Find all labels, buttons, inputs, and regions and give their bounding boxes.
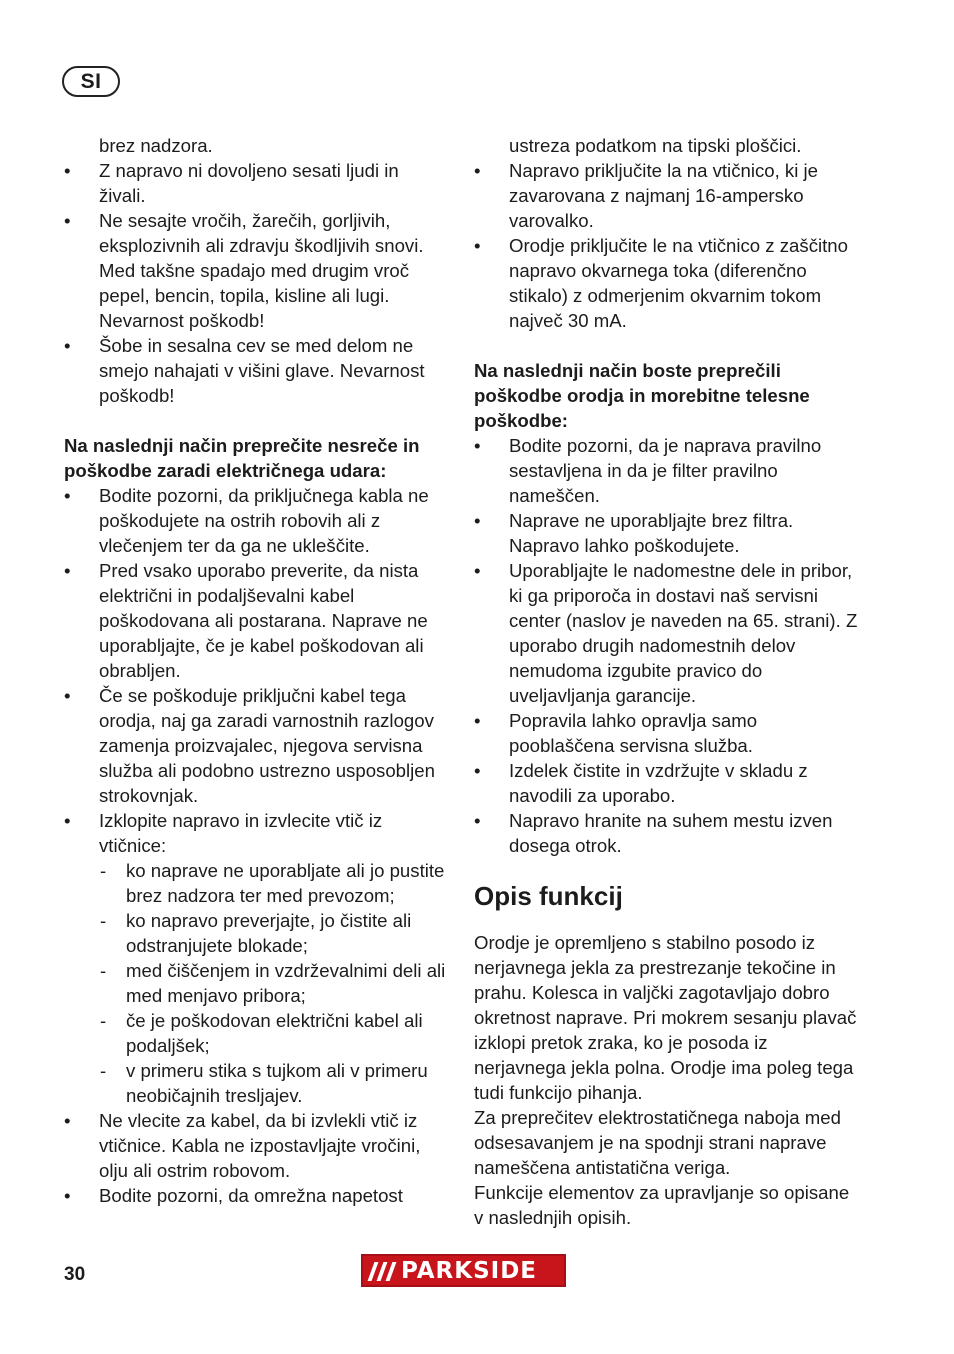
list-item-text: Bodite pozorni, da omrežna napetost <box>99 1185 403 1206</box>
sub-list-item <box>64 908 446 958</box>
bullet-marker: • <box>64 485 71 506</box>
section-heading: Na naslednji način boste preprečili poškodbe orodja in morebitne telesne poškodbe: <box>474 360 810 431</box>
logo-stripes-icon <box>363 1256 401 1285</box>
list-item-text: Pred vsako uporabo preverite, da nista električni in podaljševalni kabel poškodovana ali postarana. Naprave ne uporabljajte, če je kabel poškodovan ali obrabljen. <box>99 560 428 681</box>
dash-marker: - <box>100 910 107 931</box>
bullet-marker: • <box>64 685 71 706</box>
language-badge <box>62 66 120 97</box>
spacer <box>474 333 860 358</box>
list-item-text: Napravo hranite na suhem mestu izven dosega otrok. <box>509 810 833 856</box>
continued-text: ustreza podatkom na tipski ploščici. <box>509 135 802 156</box>
sub-list-item <box>64 958 446 1008</box>
list-item <box>64 208 446 333</box>
right-column <box>474 133 860 1230</box>
list-item <box>474 233 860 333</box>
bullet-marker: • <box>64 210 71 231</box>
list-item <box>64 1183 446 1208</box>
sub-list-item <box>64 1058 446 1108</box>
body-paragraph: Za preprečitev elektrostatičnega naboja med odsesavanjem je na spodnji strani naprave nameščena antistatična veriga. <box>474 1107 841 1178</box>
bullet-marker: • <box>64 1110 71 1131</box>
body-paragraph: Orodje je opremljeno s stabilno posodo iz nerjavnega jekla za prestrezanje tekočine in prahu. Kolesca in valjčki zagotavljajo dobro okretnost naprave. Pri mokrem sesanju plavač izklopi pretok zraka, ko je posoda iz nerjavnega jekla polna. Orodje ima poleg tega tudi funkcijo pihanja. <box>474 932 857 1103</box>
list-item <box>64 333 446 408</box>
list-item <box>64 558 446 683</box>
list-item <box>474 758 860 808</box>
dash-marker: - <box>100 860 107 881</box>
list-item <box>474 808 860 858</box>
list-item-text: Uporabljajte le nadomestne dele in pribor, ki ga priporoča in dostavi naš servisni center (naslov je naveden na 65. strani). Z uporabo drugih nadomestnih delov nemudoma izgubite pravico do uveljavljanja garancije. <box>509 560 858 706</box>
sub-list-item-text: če je poškodovan električni kabel ali podaljšek; <box>126 1010 423 1056</box>
list-item <box>474 558 860 708</box>
spacer <box>64 408 446 433</box>
list-item <box>64 158 446 208</box>
dash-marker: - <box>100 960 107 981</box>
bullet-marker: • <box>64 1185 71 1206</box>
bullet-marker: • <box>474 235 481 256</box>
list-item-text: Ne vlecite za kabel, da bi izvlekli vtič iz vtičnice. Kabla ne izpostavljajte vročini, olju ali ostrim robovom. <box>99 1110 421 1181</box>
sub-list-item-text: v primeru stika s tujkom ali v primeru neobičajnih tresljajev. <box>126 1060 428 1106</box>
sub-list-item-text: ko napravo preverjajte, jo čistite ali odstranjujete blokade; <box>126 910 412 956</box>
sub-list-item <box>64 1008 446 1058</box>
language-code: SI <box>80 69 102 93</box>
list-item-text: Orodje priključite le na vtičnico z zaščitno napravo okvarnega toka (diferenčno stikalo) z odmerjenim okvarnim tokom največ 30 mA. <box>509 235 848 331</box>
parkside-logo <box>361 1254 566 1287</box>
list-item-text: Izklopite napravo in izvlecite vtič iz vtičnice: <box>99 810 383 856</box>
bullet-marker: • <box>474 710 481 731</box>
bullet-marker: • <box>474 560 481 581</box>
list-item-text: Izdelek čistite in vzdržujte v skladu z navodili za uporabo. <box>509 760 808 806</box>
bullet-marker: • <box>474 760 481 781</box>
brand-wordmark: PARKSIDE <box>401 1257 538 1284</box>
list-item <box>474 433 860 508</box>
bullet-marker: • <box>474 160 481 181</box>
page-number: 30 <box>64 1264 86 1285</box>
list-item <box>64 1108 446 1183</box>
continued-text: brez nadzora. <box>99 135 213 156</box>
bullet-marker: • <box>474 810 481 831</box>
bullet-marker: • <box>474 510 481 531</box>
list-item <box>474 708 860 758</box>
list-item <box>474 508 860 558</box>
body-paragraph: Funkcije elementov za upravljanje so opisane v naslednjih opisih. <box>474 1182 850 1228</box>
bullet-marker: • <box>474 435 481 456</box>
list-item-text: Če se poškoduje priključni kabel tega orodja, naj ga zaradi varnostnih razlogov zamenja proizvajalec, njegova servisna služba ali podobno ustrezno usposobljen strokovnjak. <box>99 685 435 806</box>
bullet-marker: • <box>64 335 71 356</box>
list-item-text: Bodite pozorni, da je naprava pravilno sestavljena in da je filter pravilno nameščen. <box>509 435 822 506</box>
dash-marker: - <box>100 1060 107 1081</box>
list-item <box>64 483 446 558</box>
bullet-marker: • <box>64 560 71 581</box>
list-item-text: Naprave ne uporabljajte brez filtra. Napravo lahko poškodujete. <box>509 510 794 556</box>
sub-list-item-text: ko naprave ne uporabljate ali jo pustite brez nadzora ter med prevozom; <box>126 860 445 906</box>
sub-list-item-text: med čiščenjem in vzdrževalnimi deli ali med menjavo pribora; <box>126 960 446 1006</box>
bullet-marker: • <box>64 160 71 181</box>
section-title: Opis funkcij <box>474 881 623 911</box>
list-item <box>64 683 446 808</box>
section-heading: Na naslednji način preprečite nesreče in poškodbe zaradi električnega udara: <box>64 435 420 481</box>
list-item-text: Šobe in sesalna cev se med delom ne smejo nahajati v višini glave. Nevarnost poškodb! <box>99 335 425 406</box>
bullet-marker: • <box>64 810 71 831</box>
list-item-text: Bodite pozorni, da priključnega kabla ne poškodujete na ostrih robovih ali z vlečenjem ter da ga ne ukleščite. <box>99 485 429 556</box>
list-item-text: Ne sesajte vročih, žarečih, gorljivih, eksplozivnih ali zdravju škodljivih snovi. Med takšne spadajo med drugim vroč pepel, bencin, topila, kisline ali lugi. Nevarnost poškodb! <box>99 210 424 331</box>
list-item-text: Popravila lahko opravlja samo pooblaščena servisna služba. <box>509 710 758 756</box>
dash-marker: - <box>100 1010 107 1031</box>
left-column <box>64 133 446 1208</box>
list-item <box>64 808 446 858</box>
list-item-text: Napravo priključite la na vtičnico, ki je zavarovana z najmanj 16-ampersko varovalko. <box>509 160 818 231</box>
list-item <box>474 158 860 233</box>
sub-list-item <box>64 858 446 908</box>
list-item-text: Z napravo ni dovoljeno sesati ljudi in živali. <box>99 160 399 206</box>
